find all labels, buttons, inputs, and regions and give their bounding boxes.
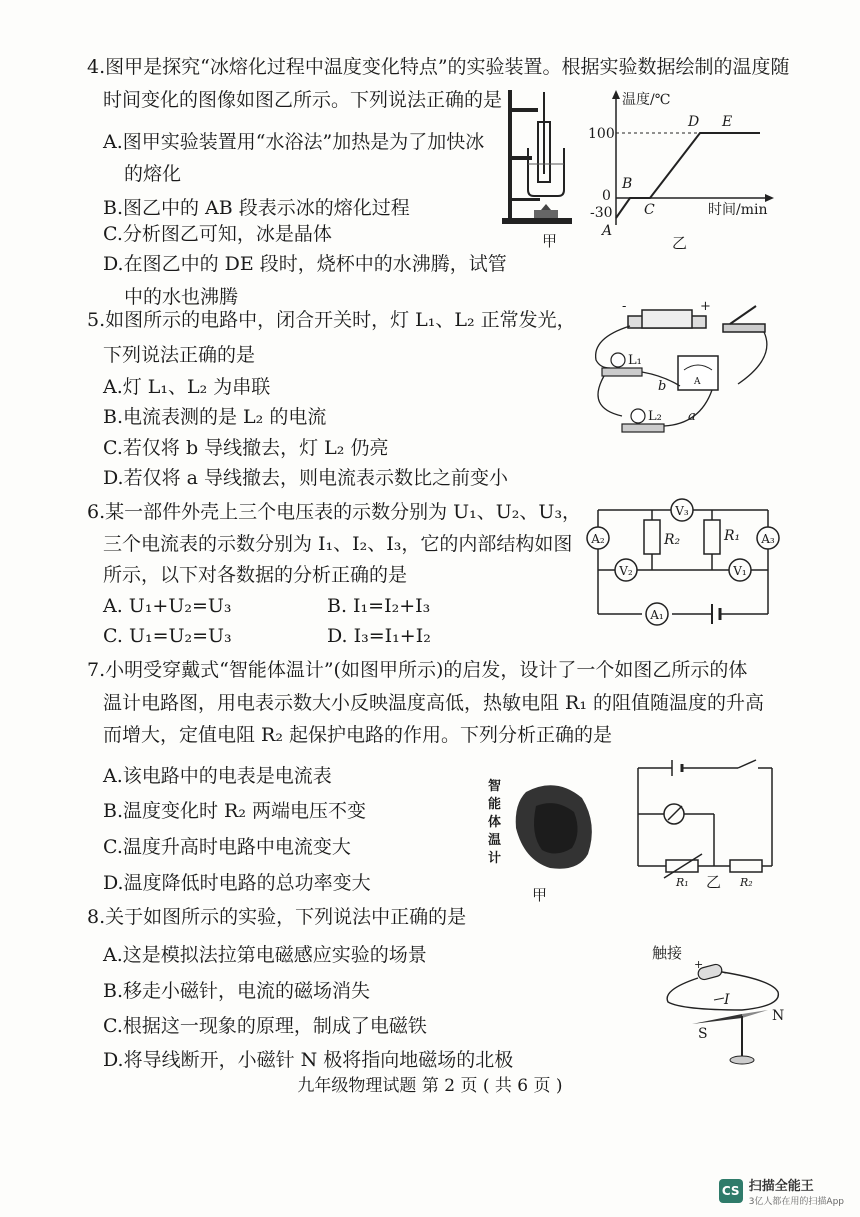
q8-option-b: B.移走小磁针，电流的磁场消失	[103, 980, 371, 1002]
q7-thermometer-figure	[486, 772, 602, 912]
q5-fig-l2-label: L₂	[648, 409, 662, 424]
q5-option-b: B.电流表测的是 L₂ 的电流	[103, 406, 327, 428]
q7-option-a: A.该电路中的电表是电流表	[103, 765, 332, 787]
q4-graph-point-b: B	[622, 176, 633, 192]
q5-circuit-figure	[588, 298, 778, 443]
q4-graph-point-e: E	[722, 114, 733, 130]
q8-fig-touch-label: 触接	[652, 944, 683, 962]
page-footer: 九年级物理试题 第 2 页 ( 共 6 页 )	[297, 1076, 563, 1096]
q6-fig-a1: A₁	[650, 608, 664, 622]
q7-fig-r1: R₁	[676, 876, 689, 889]
q5-fig-wire-a: a	[688, 409, 696, 424]
q4-stem-line-2: 时间变化的图像如图乙所示。下列说法正确的是	[103, 89, 503, 111]
q5-option-a: A.灯 L₁、L₂ 为串联	[103, 376, 271, 398]
q8-oersted-figure	[652, 940, 792, 1072]
q5-stem-line-2: 下列说法正确的是	[103, 344, 256, 366]
q7-fig-r2: R₂	[740, 876, 753, 889]
q6-stem-line-3: 所示，以下对各数据的分析正确的是	[103, 564, 408, 586]
q4-fig-jia-label: 甲	[542, 232, 558, 250]
q4-stem-line-1: 4.图甲是探究“冰熔化过程中温度变化特点”的实验装置。根据实验数据绘制的温度随	[87, 56, 790, 78]
q6-option-c: C. U₁=U₂=U₃	[103, 625, 232, 647]
q6-stem-line-1: 6.某一部件外壳上三个电压表的示数分别为 U₁、U₂、U₃，	[87, 501, 582, 523]
q8-fig-current-i: I	[724, 992, 730, 1008]
q8-fig-plus: +	[694, 958, 704, 971]
q4-option-c: C.分析图乙可知，冰是晶体	[103, 223, 332, 245]
q6-option-a: A. U₁+U₂=U₃	[103, 595, 232, 617]
q7-circuit-figure	[626, 756, 786, 896]
q7-fig-char-5: 计	[488, 851, 502, 866]
q7-stem-line-1: 7.小明受穿戴式“智能体温计”(如图甲所示)的启发，设计了一个如图乙所示的体	[87, 659, 748, 681]
q8-option-d: D.将导线断开，小磁针 N 极将指向地磁场的北极	[103, 1049, 514, 1071]
watermark-tagline: 3亿人都在用的扫描App	[748, 1197, 844, 1207]
q4-option-a-cont: 的熔化	[124, 163, 182, 185]
q7-option-c: C.温度升高时电路中电流变大	[103, 836, 351, 858]
q7-fig-char-4: 温	[488, 833, 502, 848]
q4-apparatus-figure	[500, 86, 580, 256]
q5-fig-ammeter-label: A	[694, 377, 701, 387]
q6-fig-a2: A₂	[591, 532, 605, 546]
q5-fig-plus: +	[700, 299, 711, 314]
q4-option-d-cont: 中的水也沸腾	[124, 286, 239, 308]
q5-stem-line-1: 5.如图所示的电路中，闭合开关时，灯 L₁、L₂ 正常发光，	[87, 309, 576, 331]
q6-fig-r2: R₂	[664, 532, 681, 548]
q7-option-d: D.温度降低时电路的总功率变大	[103, 872, 371, 894]
scanner-watermark	[719, 1175, 844, 1207]
q7-stem-line-2: 温计电路图，用电表示数大小反映温度高低，热敏电阻 R₁ 的阻值随温度的升高	[103, 692, 765, 714]
q7-fig-jia-label: 甲	[532, 886, 548, 904]
q5-fig-wire-b: b	[658, 379, 667, 394]
q4-graph-y-label: 温度/℃	[622, 92, 671, 108]
q6-option-d: D. I₃=I₁+I₂	[327, 625, 431, 647]
q7-stem-line-3: 而增大，定值电阻 R₂ 起保护电路的作用。下列分析正确的是	[103, 724, 613, 746]
q6-fig-v2: V₂	[619, 564, 633, 578]
q4-graph-point-d: D	[688, 114, 700, 130]
q4-graph-x-label: 时间/min	[708, 202, 768, 218]
q8-fig-minus: -	[724, 966, 728, 979]
q8-stem: 8.关于如图所示的实验，下列说法中正确的是	[87, 906, 467, 928]
q6-fig-v3: V₃	[675, 504, 689, 518]
q4-graph-point-c: C	[644, 202, 655, 218]
q4-graph-tick-0: 0	[602, 188, 611, 204]
q7-fig-char-2: 能	[488, 797, 502, 812]
q7-option-b: B.温度变化时 R₂ 两端电压不变	[103, 800, 367, 822]
q4-graph-tick-neg30: -30	[590, 205, 613, 221]
q7-fig-yi-label: 乙	[706, 873, 722, 891]
q5-fig-minus: -	[622, 299, 627, 314]
q5-fig-l1-label: L₁	[628, 353, 642, 368]
q6-stem-line-2: 三个电流表的示数分别为 I₁、I₂、I₃，它的内部结构如图	[103, 533, 573, 555]
q8-fig-north: N	[772, 1008, 785, 1024]
q6-option-b: B. I₁=I₂+I₃	[327, 595, 431, 617]
q5-option-d: D.若仅将 a 导线撤去，则电流表示数比之前变小	[103, 467, 509, 489]
q4-option-b: B.图乙中的 AB 段表示冰的熔化过程	[103, 197, 410, 219]
q4-fig-yi-label: 乙	[672, 234, 688, 252]
q7-fig-char-3: 体	[488, 815, 502, 830]
q5-option-c: C.若仅将 b 导线撤去，灯 L₂ 仍亮	[103, 437, 389, 459]
q4-option-d: D.在图乙中的 DE 段时，烧杯中的水沸腾，试管	[103, 253, 507, 275]
camscanner-logo-icon: CS	[719, 1179, 743, 1203]
q4-graph-point-a: A	[602, 223, 613, 239]
q6-circuit-figure	[582, 490, 782, 630]
watermark-app-name: 扫描全能王	[748, 1179, 814, 1194]
q6-fig-v1: V₁	[733, 564, 747, 578]
q8-fig-south: S	[698, 1026, 708, 1042]
q4-temperature-graph	[588, 90, 778, 255]
q4-graph-tick-100: 100	[588, 126, 615, 142]
q8-option-a: A.这是模拟法拉第电磁感应实验的场景	[103, 944, 427, 966]
q6-fig-a3: A₃	[761, 532, 775, 546]
q4-option-a: A.图甲实验装置用“水浴法”加热是为了加快冰	[103, 131, 485, 153]
q8-option-c: C.根据这一现象的原理，制成了电磁铁	[103, 1015, 427, 1037]
q6-fig-r1: R₁	[724, 528, 741, 544]
q7-fig-char-1: 智	[488, 779, 502, 794]
